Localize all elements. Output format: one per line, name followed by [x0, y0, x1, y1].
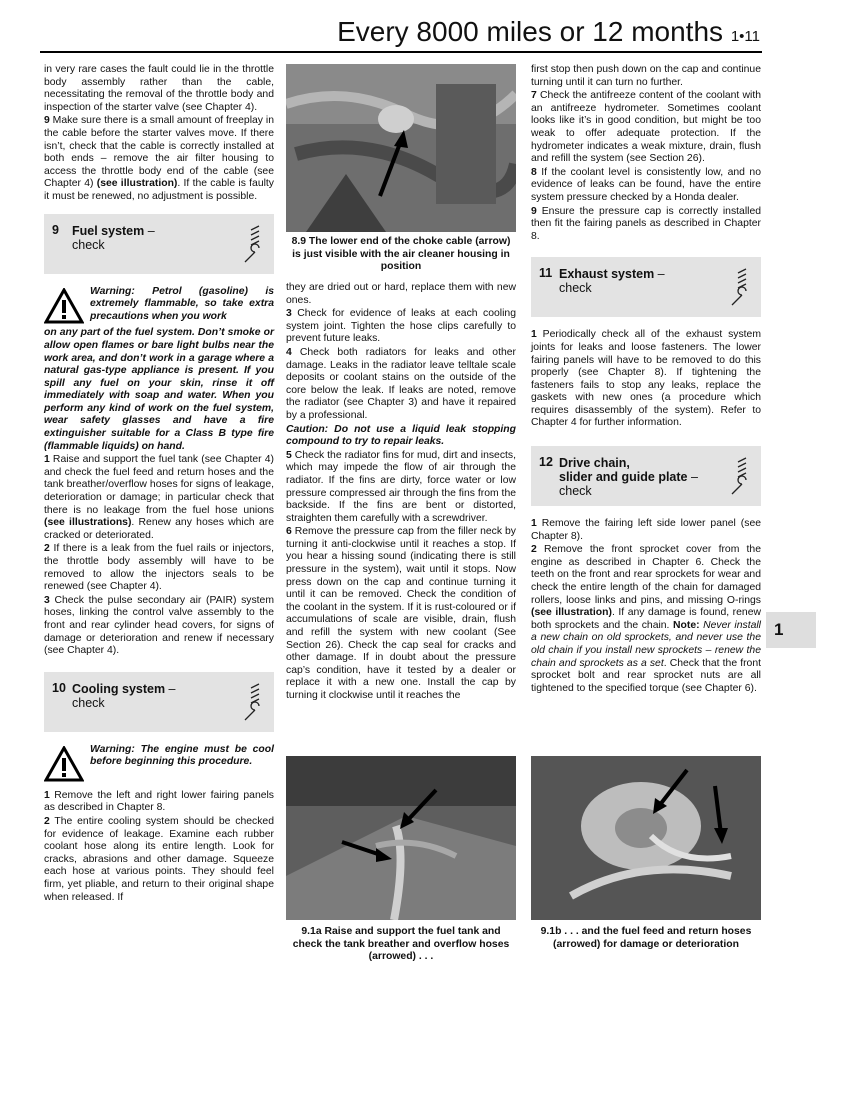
- paragraph: 1 Remove the left and right lower fairing panels as described in Chapter 8.: [44, 789, 274, 814]
- figure-9-1a-caption: 9.1a Raise and support the fuel tank and check the tank breather and overflow hoses (arrowed) . . .: [292, 926, 510, 963]
- section-number: 9: [52, 222, 59, 237]
- paragraph: 1 Raise and support the fuel tank (see Chapter 4) and check the fuel feed and return hoses and the tank breather/overflow hoses for signs of leakage, deterioration or damage; in particular check that there is no leakage from the fuel hose unions (see illustrations). Renew any hoses which are cracked or deteriorated.: [44, 454, 274, 541]
- figure-9-1b-caption: 9.1b . . . and the fuel feed and return hoses (arrowed) for damage or deterioration: [540, 926, 752, 950]
- paragraph: they are dried out or hard, replace them with new ones.: [286, 282, 516, 306]
- chapter-tab: 1: [766, 612, 816, 648]
- paragraph: 8 If the coolant level is consistently low, and no evidence of leaks can be found, have the entire system pressure checked by a Honda dealer.: [531, 166, 761, 203]
- header-rule: [40, 51, 762, 53]
- section-heading-11: [531, 257, 761, 317]
- wrench-difficulty-icon: [729, 265, 751, 309]
- section-heading-9: [44, 214, 274, 274]
- caution-text: Caution: Do not use a liquid leak stopping compound to try to repair leaks.: [286, 423, 516, 448]
- paragraph: 2 The entire cooling system should be checked for evidence of leakage. Examine each rubber coolant hose along its entire length. Look for cracks, abrasions and other damage. Squeeze each hose at various points. They should feel firm, yet pliable, and return to their original shape when released. If: [44, 815, 274, 903]
- paragraph: 4 Check both radiators for leaks and other damage. Leaks in the radiator leave telltale scale deposits or coolant stains on the outside of the core below the leak. If leaks are noted, remove the radiator (see Chapter 3) and have it repaired by a professional.: [286, 346, 516, 421]
- paragraph: 3 Check the pulse secondary air (PAIR) system hoses, linking the control valve assembly to the front and rear cylinder head covers, for signs of damage or deterioration and renew if necessary (see Chapter 4).: [44, 594, 274, 657]
- paragraph: 3 Check for evidence of leaks at each cooling system joint. Tighten the hose clips carefully to prevent future leaks.: [286, 308, 516, 345]
- paragraph: 9 Ensure the pressure cap is correctly installed then fit the fairing panels as described in Chapter 8.: [531, 205, 761, 242]
- paragraph: 9 Make sure there is a small amount of freeplay in the cable before the starter valves move. If there isn’t, check that the cable is correctly installed at both ends – remove the air filter housing to access the throttle body end of the cable (see Chapter 4) (see illustration). If the cable is faulty it must be renewed, no adjustment is possible.: [44, 115, 275, 202]
- warning-triangle-icon: [44, 746, 84, 782]
- paragraph: 7 Check the antifreeze content of the coolant with an antifreeze hydrometer. Sometimes coolant looks like it’s in good condition, but might be too weak to offer adequate protection. If the hydrometer indicates a weak mixture, drain, flush and refill the system (see Section 26).: [531, 90, 761, 165]
- warning-fuel: Warning: Petrol (gasoline) is extremely flammable, so take extra precautions when you work: [44, 286, 274, 324]
- paragraph: 6 Remove the pressure cap from the filler neck by turning it anti-clockwise until it reaches a stop. If you hear a hissing sound (indicating there is still pressure in the system), wait until it stops. Now press down on the cap and continue turning it until it can be removed. Check the condition of the coolant in the system. If it is rust-coloured or if accumulations of scale are visible, drain, flush and refill the system with new coolant (See Section 26). Check the cap seal for cracks and other damage. If in doubt about the pressure cap’s condition, have it tested by a dealer or replace it with a new one. Install the cap by turning it clockwise until it reaches the: [286, 526, 516, 701]
- column-1: [44, 64, 274, 905]
- figure-9-1b-photo: [531, 756, 761, 920]
- column-2: [286, 282, 516, 704]
- figure-8-9-caption: 8.9 The lower end of the choke cable (arrow) is just visible with the air cleaner housing in position: [291, 236, 511, 273]
- warning-continued: on any part of the fuel system. Don’t smoke or allow open flames or bare light bulbs near the work area, and don’t work in a garage where a natural gas-type appliance is present. If you spill any fuel on your skin, rinse it off immediately with soap and water. When you perform any kind of work on the fuel system, wear safety glasses and have a fire extinguisher suitable for a Class B type fire (flammable liquids) on hand.: [44, 327, 274, 452]
- warning-triangle-icon: [44, 288, 84, 324]
- wrench-difficulty-icon: [729, 454, 751, 498]
- section-number: 10: [52, 680, 66, 695]
- header-title: Every 8000 miles or 12 months: [337, 16, 724, 47]
- section-title: Drive chain, slider and guide plate – check: [559, 456, 698, 499]
- paragraph: in very rare cases the fault could lie in the throttle body assembly rather than the cable, necessitating the removal of the throttle body and inspection of the starter valve (see Chapter 4).: [44, 64, 274, 113]
- page-number: 1•11: [730, 28, 760, 45]
- paragraph: first stop then push down on the cap and continue turning until it can turn no further.: [531, 64, 761, 88]
- running-header: [336, 16, 760, 53]
- wrench-difficulty-icon: [242, 222, 264, 266]
- column-3: [531, 64, 761, 696]
- section-number: 12: [539, 455, 553, 470]
- figure-8-9-photo: [286, 64, 516, 232]
- warning-cooling: Warning: The engine must be cool before beginning this procedure.: [44, 744, 274, 782]
- wrench-difficulty-icon: [242, 680, 264, 724]
- paragraph: 2 If there is a leak from the fuel rails or injectors, the throttle body assembly will have to be removed to allow the injectors seals to be renewed (see Chapter 4).: [44, 543, 274, 593]
- section-title: Exhaust system – check: [559, 267, 665, 296]
- paragraph: 5 Check the radiator fins for mud, dirt and insects, which may impede the flow of air through the radiator. If the fins are dirty, force water or low pressure compressed air through the fins from the backside. If the fins are bent or distorted, straighten them carefully with a screwdriver.: [286, 449, 516, 524]
- paragraph: 1 Remove the fairing left side lower panel (see Chapter 8).: [531, 518, 761, 542]
- paragraph: 2 Remove the front sprocket cover from the engine as described in Chapter 6. Check the teeth on the front and rear sprockets for wear and check the entire length of the chain for damaged rollers, loose links and pins, and missing O-rings (see illustration). If any damage is found, renew both sprockets and the chain. Note: Never install a new chain on old sprockets, and never use the old chain if you install new sprockets – renew the chain and sprockets as a set. Check that the front sprocket bolt and rear sprocket nuts are all tightened to the specified torque (see Chapter 6).: [531, 544, 761, 694]
- section-number: 11: [539, 266, 553, 281]
- paragraph: 1 Periodically check all of the exhaust system joints for leaks and loose fasteners. The lower fairing panels will have to be removed to do this properly (see Chapter 8). If tightening the fasteners fails to stop any leaks, replace the gaskets with new ones (a procedure which requires disassembly of the system). Refer to Chapter 4 for further information.: [531, 329, 761, 429]
- section-heading-12: [531, 446, 761, 506]
- section-title: Fuel system – check: [72, 223, 155, 252]
- figure-9-1a-photo: [286, 756, 516, 920]
- section-heading-10: [44, 672, 274, 732]
- section-title: Cooling system – check: [72, 681, 176, 710]
